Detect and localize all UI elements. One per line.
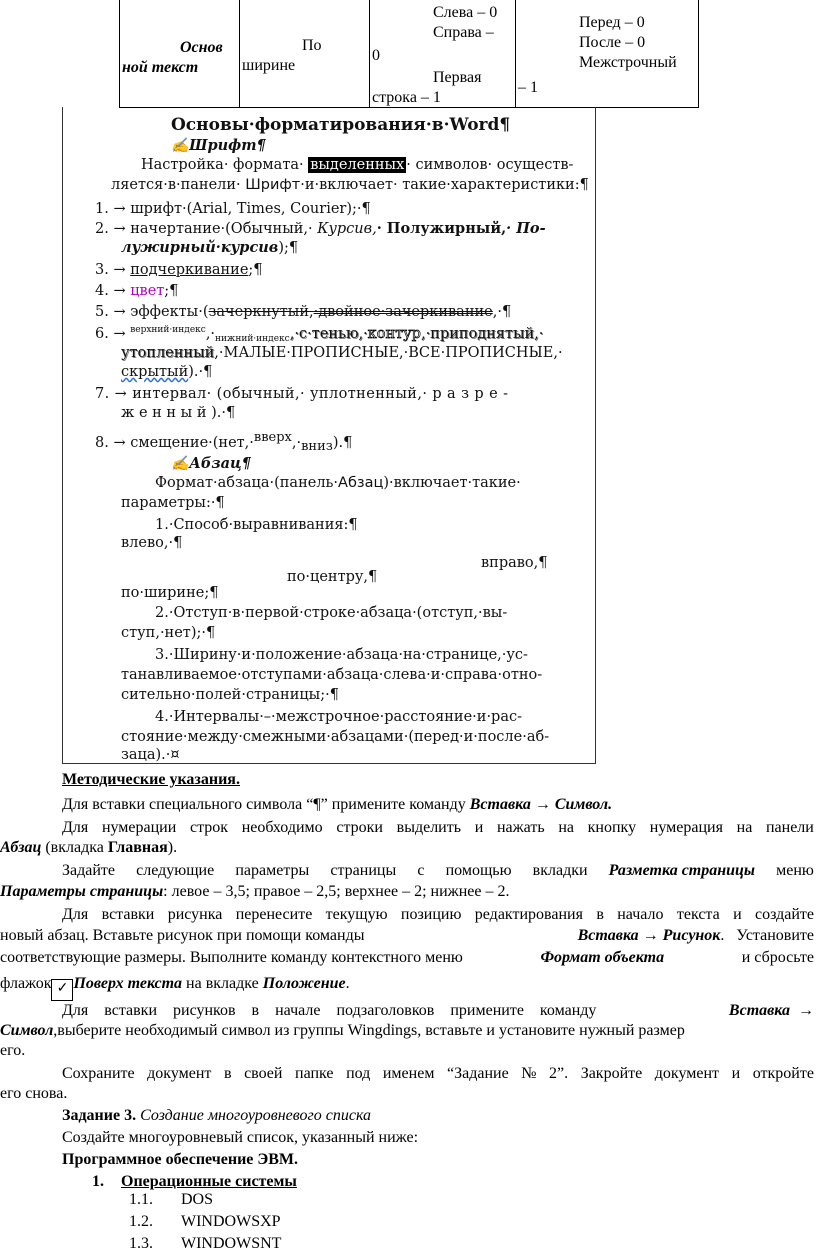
cell-text: – 1 bbox=[518, 79, 538, 96]
cell-text: ной текст bbox=[122, 59, 199, 76]
sample-line: вправо,¶ bbox=[481, 555, 548, 571]
word: редактирования bbox=[474, 906, 583, 923]
word: и bbox=[731, 1065, 741, 1082]
word: 2”. bbox=[549, 1065, 569, 1082]
word: меню bbox=[776, 862, 814, 879]
word: следующие bbox=[136, 862, 215, 879]
table-cell-align bbox=[240, 0, 370, 107]
word: в bbox=[596, 906, 604, 923]
sample-item: 1. → шрифт·(Arial, Times, Courier);·¶ bbox=[95, 201, 371, 217]
sublist-num: 1.1. bbox=[129, 1191, 153, 1208]
cell-text: строка – 1 bbox=[372, 89, 441, 106]
pen-icon: ✍ bbox=[171, 455, 190, 472]
sample-line: 1.·Способ·выравнивания:¶ bbox=[155, 517, 358, 533]
word: папке bbox=[295, 1065, 334, 1082]
method-title: Методические указания. bbox=[62, 771, 240, 788]
word: и bbox=[474, 819, 484, 836]
word: именем bbox=[382, 1065, 435, 1082]
sample-line: параметры:·¶ bbox=[121, 495, 225, 511]
sublist-item: WINDOWSXP bbox=[181, 1213, 281, 1230]
word: на bbox=[558, 819, 574, 836]
sample-item: 2. → начертание·(Обычный,· Курсив,· Полужирный,· По- bbox=[95, 220, 546, 237]
word: с bbox=[417, 862, 425, 879]
sample-item: лужирный·курсив);¶ bbox=[121, 239, 299, 256]
cell-text: По bbox=[302, 37, 322, 54]
table-cell-indent bbox=[370, 0, 516, 107]
doc-line: флажок ✓ Поверх текста на вкладке Положение. bbox=[0, 974, 350, 1001]
sublist-num: 1.3. bbox=[129, 1235, 153, 1252]
doc-line-justified bbox=[62, 905, 814, 925]
word: на bbox=[736, 819, 753, 836]
word: нумерация bbox=[649, 819, 723, 836]
sample-line: 4.·Интервалы·–·межстрочное·расстояние·и·рас- bbox=[155, 709, 522, 725]
doc-line: Параметры страницы: левое – 3,5; правое – 2,5; верхнее – 2; нижнее – 2. bbox=[0, 883, 510, 900]
word: откройте bbox=[752, 1065, 814, 1082]
font-heading: ✍Шрифт¶ bbox=[171, 137, 266, 154]
word: и bbox=[733, 906, 742, 923]
sample-line: по·центру,¶ bbox=[287, 569, 378, 585]
paragraph-heading: ✍Абзац¶ bbox=[171, 455, 251, 472]
doc-line-justified bbox=[62, 861, 814, 881]
word: рисунка bbox=[167, 906, 223, 923]
word: необходимо bbox=[241, 819, 323, 836]
word: документ bbox=[654, 1065, 720, 1082]
table-cell-style bbox=[120, 0, 240, 107]
sample-item: 4. → цвет;¶ bbox=[95, 283, 179, 299]
word: строк bbox=[189, 819, 229, 836]
pen-icon: ✍ bbox=[171, 137, 190, 154]
sample-item: 5. → эффекты·(зачеркнутый,·двойное·зачеркивание,·¶ bbox=[95, 304, 512, 320]
word: документ bbox=[147, 1065, 212, 1082]
doc-line: соответствующие размеры. Выполните команду контекстного меню Формат объекта и сбросьте bbox=[0, 949, 814, 966]
word: нажать bbox=[496, 819, 545, 836]
cell-text: Перед – 0 bbox=[579, 14, 645, 31]
word: начало bbox=[617, 906, 664, 923]
word: перенесите bbox=[235, 906, 313, 923]
sample-line: сительно·полей·страницы;·¶ bbox=[121, 687, 339, 703]
word-sample-screenshot bbox=[62, 107, 596, 764]
doc-line: его снова. bbox=[0, 1085, 68, 1102]
sample-item: скрытый).·¶ bbox=[121, 364, 213, 380]
doc-line: новый абзац. Вставьте рисунок при помощи команды Вставка → Рисунок. Установите bbox=[0, 927, 814, 944]
list-root: Программное обеспечение ЭВМ. bbox=[62, 1151, 299, 1168]
cell-text: Справа – bbox=[433, 24, 494, 41]
doc-line: Для вставки рисунков в начале подзаголовков примените команду Вставка → bbox=[62, 1002, 814, 1019]
word: строки bbox=[336, 819, 383, 836]
word: создайте bbox=[754, 906, 814, 923]
word: позицию bbox=[400, 906, 462, 923]
word: вкладки bbox=[532, 862, 588, 879]
word: параметры bbox=[235, 862, 310, 879]
list-item-num: 1. bbox=[92, 1173, 104, 1190]
sublist-item: WINDOWSNT bbox=[181, 1235, 282, 1252]
word: в bbox=[223, 1065, 232, 1082]
sample-item: 3. → подчеркивание;¶ bbox=[95, 262, 263, 278]
cell-text: Слева – 0 bbox=[433, 4, 498, 21]
sublist-num: 1.2. bbox=[129, 1213, 153, 1230]
table-cell-spacing bbox=[577, 0, 697, 107]
doc-line: Символ,выберите необходимый символ из группы Wingdings, вставьте и установите нужный размер bbox=[0, 1022, 685, 1039]
sample-title: Основы·форматирования·в·Word¶ bbox=[171, 115, 511, 135]
cell-text: ширине bbox=[242, 57, 296, 74]
sample-line: Формат·абзаца·(панель·Абзац)·включает·такие· bbox=[155, 475, 521, 491]
doc-line: Для вставки специального символа “¶” примените команду Вставка → Символ. bbox=[62, 796, 613, 813]
doc-line: его. bbox=[0, 1042, 26, 1059]
word: текста bbox=[676, 906, 720, 923]
word: вставки bbox=[101, 906, 155, 923]
word: Закройте bbox=[580, 1065, 643, 1082]
format-table bbox=[119, 0, 699, 108]
sample-line: ступ,·нет);·¶ bbox=[121, 625, 216, 641]
word: Сохраните bbox=[62, 1065, 135, 1082]
cell-text: Межстрочный bbox=[579, 54, 677, 71]
doc-line-justified bbox=[62, 1064, 814, 1084]
sample-line: Настройка· формата· выделенных · символов· осуществ- bbox=[141, 157, 574, 173]
sample-item: 8. → смещение·(нет,·вверх,·вниз).¶ bbox=[95, 430, 353, 454]
word: текущую bbox=[325, 906, 388, 923]
list-item: Операционные системы bbox=[121, 1173, 297, 1190]
word: страницы bbox=[330, 862, 397, 879]
sample-line: 2.·Отступ·в·первой·строке·абзаца·(отступ,·вы- bbox=[155, 605, 508, 621]
sample-item: ж е н н ы й ).·¶ bbox=[121, 405, 236, 421]
word: помощью bbox=[445, 862, 512, 879]
word: кнопку bbox=[587, 819, 637, 836]
word: Для bbox=[62, 906, 89, 923]
sample-item: 6. → $^{верхний\cdot индекс},\cdot_{нижний\cdot индекс},\cdot с\cdot тенью,\cdot контур,\cdot приподнятый,\cdot$ bbox=[95, 325, 544, 344]
cell-text: 0 bbox=[372, 47, 380, 64]
sample-line: зацa).·¤ bbox=[121, 747, 180, 763]
sample-item: утопленный,·МАЛЫЕ·ПРОПИСНЫЕ,·ВСЕ·ПРОПИСНЫЕ,· bbox=[121, 345, 563, 361]
doc-line: Абзац (вкладка Главная). bbox=[0, 839, 178, 856]
word: № bbox=[521, 1065, 537, 1082]
sample-line: танавливаемое·отступами·абзаца·слева·и·справа·отно- bbox=[121, 667, 543, 683]
word: “Задание bbox=[446, 1065, 509, 1082]
word: Для bbox=[62, 819, 89, 836]
task-title: Задание 3. Создание многоуровневого списка bbox=[62, 1107, 372, 1124]
word: Разметка страницы bbox=[608, 862, 756, 879]
sample-line: 3.·Ширину·и·положение·абзаца·на·странице,·ус- bbox=[155, 647, 528, 663]
word: своей bbox=[244, 1065, 283, 1082]
cell-text: Первая bbox=[433, 69, 482, 86]
sample-line: влево,·¶ bbox=[121, 535, 183, 551]
sample-line: по·ширине;¶ bbox=[121, 585, 219, 601]
sample-line: ляется·в·панели· Шрифт·и·включает· такие·характеристики:¶ bbox=[111, 177, 589, 193]
word: панели bbox=[765, 819, 814, 836]
sample-line: стояние·между·смежными·абзацами·(перед·и·после·аб- bbox=[121, 729, 550, 745]
table-cell-first-line bbox=[516, 0, 576, 107]
cell-text: После – 0 bbox=[579, 34, 646, 51]
checkbox-icon: ✓ bbox=[51, 979, 73, 1001]
word: нумерации bbox=[101, 819, 177, 836]
sublist-item: DOS bbox=[181, 1191, 214, 1208]
word: Задайте bbox=[62, 862, 116, 879]
doc-line-justified bbox=[62, 818, 814, 838]
word: выделить bbox=[396, 819, 462, 836]
word: под bbox=[346, 1065, 371, 1082]
sample-item: 7. → интервал· (обычный,· уплотненный,· р а з р е - bbox=[95, 386, 509, 402]
cell-text: Основ bbox=[180, 39, 223, 56]
doc-line: Создайте многоуровневый список, указанный ниже: bbox=[62, 1129, 419, 1146]
